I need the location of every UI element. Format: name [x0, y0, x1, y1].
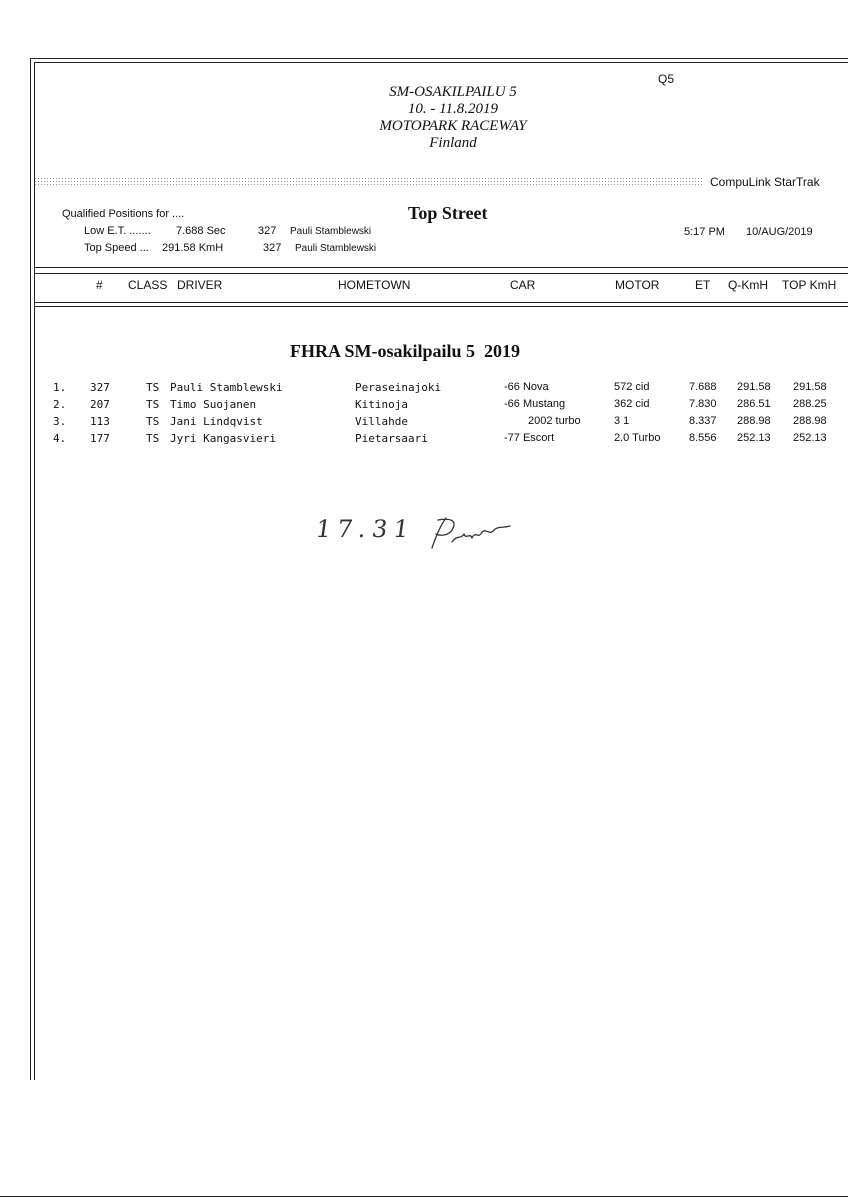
row-topkmh: 288.98 — [793, 415, 827, 427]
col-et-header: ET — [695, 278, 711, 292]
row-driver: Jyri Kangasvieri — [170, 432, 276, 445]
frame-left-inner — [34, 62, 35, 1080]
col-driver-header: DRIVER — [177, 278, 223, 292]
row-driver: Pauli Stamblewski — [170, 381, 283, 394]
top-speed-value: 291.58 KmH — [162, 242, 224, 254]
row-driver: Jani Lindqvist — [170, 415, 263, 428]
low-et-car: 327 — [258, 225, 277, 237]
header-rule-top — [34, 267, 848, 268]
row-number: 113 — [90, 415, 110, 428]
qualified-label: Qualified Positions for .... — [62, 208, 185, 220]
col-motor-header: MOTOR — [615, 278, 660, 292]
report-time: 5:17 PM — [684, 226, 725, 238]
row-et: 7.688 — [689, 381, 717, 393]
row-topkmh: 291.58 — [793, 381, 827, 393]
row-topkmh: 252.13 — [793, 432, 827, 444]
row-position: 4. — [53, 432, 67, 445]
row-class: TS — [146, 381, 160, 394]
col-hometown-header: HOMETOWN — [338, 278, 411, 292]
row-topkmh: 288.25 — [793, 398, 827, 410]
row-qkmh: 288.98 — [737, 415, 771, 427]
row-hometown: Villahde — [355, 415, 408, 428]
row-motor: 572 cid — [614, 381, 650, 393]
row-et: 8.556 — [689, 432, 717, 444]
col-car-header: CAR — [510, 278, 536, 292]
row-car: 2002 turbo — [528, 415, 581, 427]
row-class: TS — [146, 432, 160, 445]
dotted-band — [34, 177, 702, 187]
row-position: 1. — [53, 381, 67, 394]
row-driver: Timo Suojanen — [170, 398, 257, 411]
row-motor: 2.0 Turbo — [614, 432, 661, 444]
frame-top-inner — [34, 62, 848, 63]
handwritten-time: 17.31 — [314, 515, 417, 543]
row-class: TS — [146, 415, 160, 428]
col-qkmh-header: Q-KmH — [728, 278, 768, 292]
header-rule-mid — [34, 273, 848, 274]
low-et-value: 7.688 Sec — [176, 225, 226, 237]
row-hometown: Kitinoja — [355, 398, 408, 411]
row-et: 7.830 — [689, 398, 717, 410]
section-title: FHRA SM-osakilpailu 5 2019 — [290, 341, 521, 361]
header-rule-bottom2 — [34, 306, 848, 307]
frame-left-outer — [30, 58, 31, 1080]
low-et-label: Low E.T. ....... — [84, 225, 151, 237]
report-date: 10/AUG/2019 — [746, 226, 813, 238]
event-venue: MOTOPARK RACEWAY — [379, 118, 527, 134]
col-topkmh-header: TOP KmH — [782, 278, 837, 292]
row-number: 327 — [90, 381, 110, 394]
top-speed-car: 327 — [263, 242, 282, 254]
row-position: 3. — [53, 415, 67, 428]
system-name: CompuLink StarTrak — [710, 175, 820, 189]
col-class-header: CLASS — [128, 278, 168, 292]
row-qkmh: 286.51 — [737, 398, 771, 410]
event-dates: 10. - 11.8.2019 — [407, 101, 499, 117]
row-motor: 3 1 — [614, 415, 630, 427]
row-hometown: Pietarsaari — [355, 432, 428, 445]
row-number: 207 — [90, 398, 110, 411]
low-et-driver: Pauli Stamblewski — [290, 226, 372, 237]
row-car: -66 Mustang — [504, 398, 566, 410]
row-hometown: Peraseinajoki — [355, 381, 442, 394]
page-bottom-rule — [0, 1196, 848, 1197]
class-title: Top Street — [408, 203, 488, 223]
event-name: SM-OSAKILPAILU 5 — [389, 84, 517, 100]
row-motor: 362 cid — [614, 398, 650, 410]
row-et: 8.337 — [689, 415, 717, 427]
col-num-header: # — [96, 278, 103, 292]
sheet-code: Q5 — [658, 72, 675, 86]
row-car: -66 Nova — [504, 381, 549, 393]
header-rule-bottom — [34, 302, 848, 303]
row-qkmh: 291.58 — [737, 381, 771, 393]
event-country: Finland — [429, 135, 477, 151]
row-class: TS — [146, 398, 160, 411]
frame-top-outer — [30, 58, 848, 59]
top-speed-driver: Pauli Stamblewski — [295, 243, 377, 254]
row-position: 2. — [53, 398, 67, 411]
top-speed-label: Top Speed ... — [84, 242, 149, 254]
row-qkmh: 252.13 — [737, 432, 771, 444]
row-car: -77 Escort — [504, 432, 555, 444]
signature — [300, 510, 540, 560]
row-number: 177 — [90, 432, 110, 445]
